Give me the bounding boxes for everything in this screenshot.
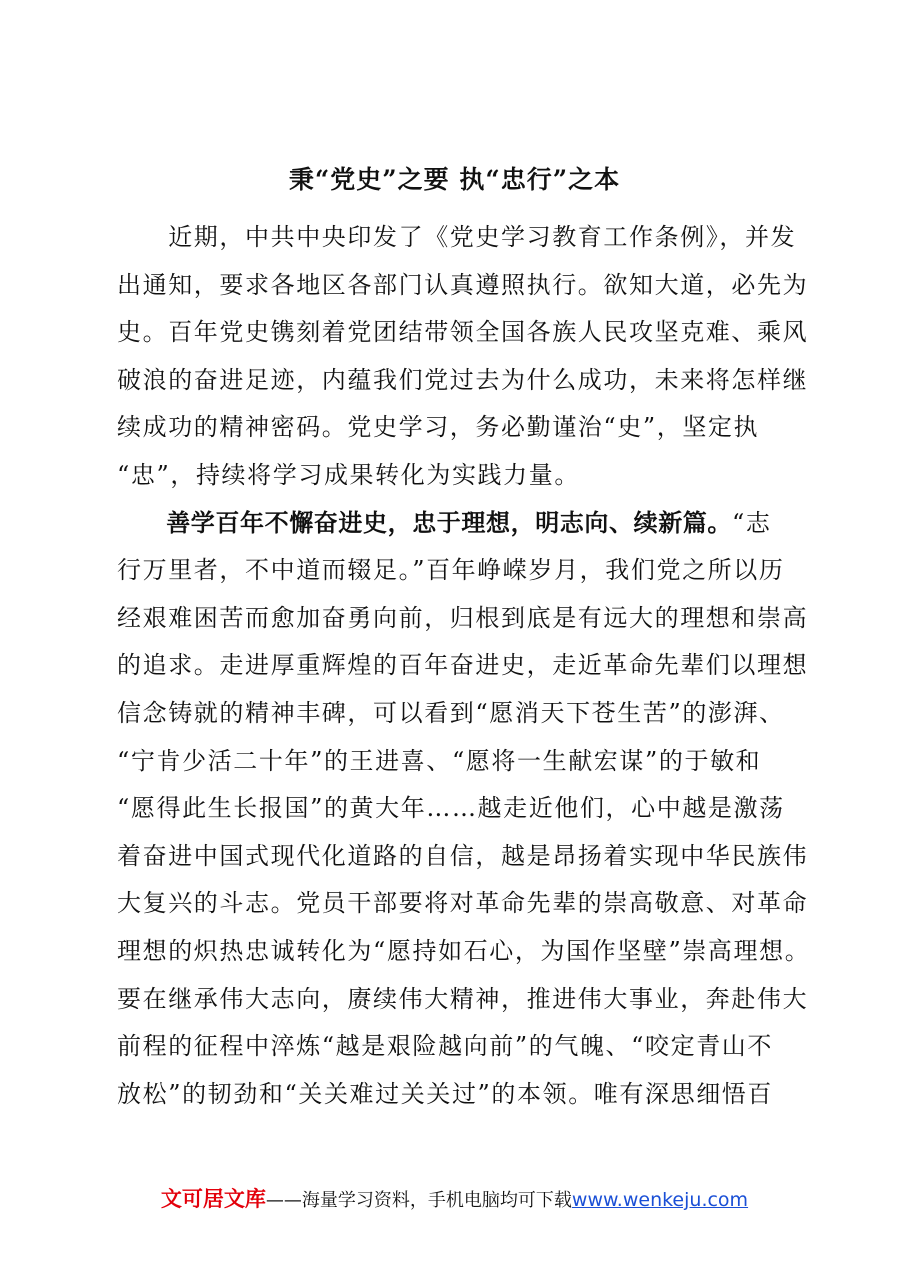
- footer-tagline: ——海量学习资料，手机电脑均可下载: [265, 1190, 572, 1211]
- line-text: “愿得此生长报国”的黄大年……越走近他们，心中越是激荡: [117, 794, 785, 823]
- line-text: “忠”，持续将学习成果转化为实践力量。: [117, 460, 580, 489]
- text-line: [117, 785, 797, 833]
- line-text: 出通知，要求各地区各部门认真遵照执行。欲知大道，必先为: [117, 270, 809, 299]
- text-line: [117, 547, 797, 595]
- line-text: 信念铸就的精神丰碑，可以看到“愿消天下苍生苦”的澎湃、: [117, 698, 785, 727]
- website-link[interactable]: www.wenkeju.com: [571, 1189, 749, 1211]
- line-text: 近期，中共中央印发了《党史学习教育工作条例》，并发: [117, 223, 797, 251]
- text-line: [117, 214, 797, 262]
- text-line: [117, 595, 809, 643]
- line-text: 经艰难困苦而愈加奋勇向前，归根到底是有远大的理想和崇高: [117, 603, 809, 632]
- document-body: [117, 214, 811, 1118]
- paragraph-lead-sentence: 善学百年不懈奋进史，忠于理想，明志向、续新篇。: [117, 508, 732, 537]
- document-title: 秉“党史”之要 执“忠行”之本: [288, 165, 621, 194]
- text-line: [117, 880, 809, 928]
- line-text: 要在继承伟大志向，赓续伟大精神，推进伟大事业，奔赴伟大: [117, 984, 809, 1013]
- text-line: [117, 357, 809, 405]
- line-text: 前程的征程中淬炼“越是艰险越向前”的气魄、“咬定青山不: [117, 1032, 774, 1061]
- line-text: 破浪的奋进足迹，内蕴我们党过去为什么成功，未来将怎样继: [117, 365, 809, 394]
- text-line: [117, 976, 809, 1024]
- text-line: [117, 833, 809, 881]
- text-line: [117, 690, 797, 738]
- brand-name: 文可居文库: [160, 1187, 266, 1211]
- line-text: “宁肯少活二十年”的王进喜、“愿将一生献宏谋”的于敏和: [117, 746, 762, 775]
- text-line: [117, 928, 811, 976]
- text-line: [117, 738, 797, 786]
- text-line: [117, 452, 797, 500]
- line-text: “志: [732, 508, 772, 537]
- text-line: [117, 1023, 797, 1071]
- text-line: [117, 262, 809, 310]
- line-text: 续成功的精神密码。党史学习，务必勤谨治“史”，坚定执: [117, 413, 760, 442]
- line-text: 的追求。走进厚重辉煌的百年奋进史，走近革命先辈们以理想: [117, 651, 809, 680]
- footer-banner: [0, 1183, 909, 1213]
- text-line: [117, 309, 809, 357]
- line-text: 史。百年党史镌刻着党团结带领全国各族人民攻坚克难、乘风: [117, 318, 809, 347]
- line-text: 理想的炽热忠诚转化为“愿持如石心，为国作坚壁”崇高理想。: [117, 936, 811, 965]
- text-line: [117, 1071, 797, 1119]
- line-text: 大复兴的斗志。党员干部要将对革命先辈的崇高敬意、对革命: [117, 889, 809, 918]
- text-line: [117, 642, 809, 690]
- line-text: 着奋进中国式现代化道路的自信，越是昂扬着实现中华民族伟: [117, 841, 809, 870]
- text-line: [117, 404, 797, 452]
- line-text: 行万里者，不中道而辍足。”百年峥嵘岁月，我们党之所以历: [117, 556, 785, 585]
- text-line: [117, 500, 797, 548]
- line-text: 放松”的韧劲和“关关难过关关过”的本领。唯有深思细悟百: [117, 1079, 774, 1108]
